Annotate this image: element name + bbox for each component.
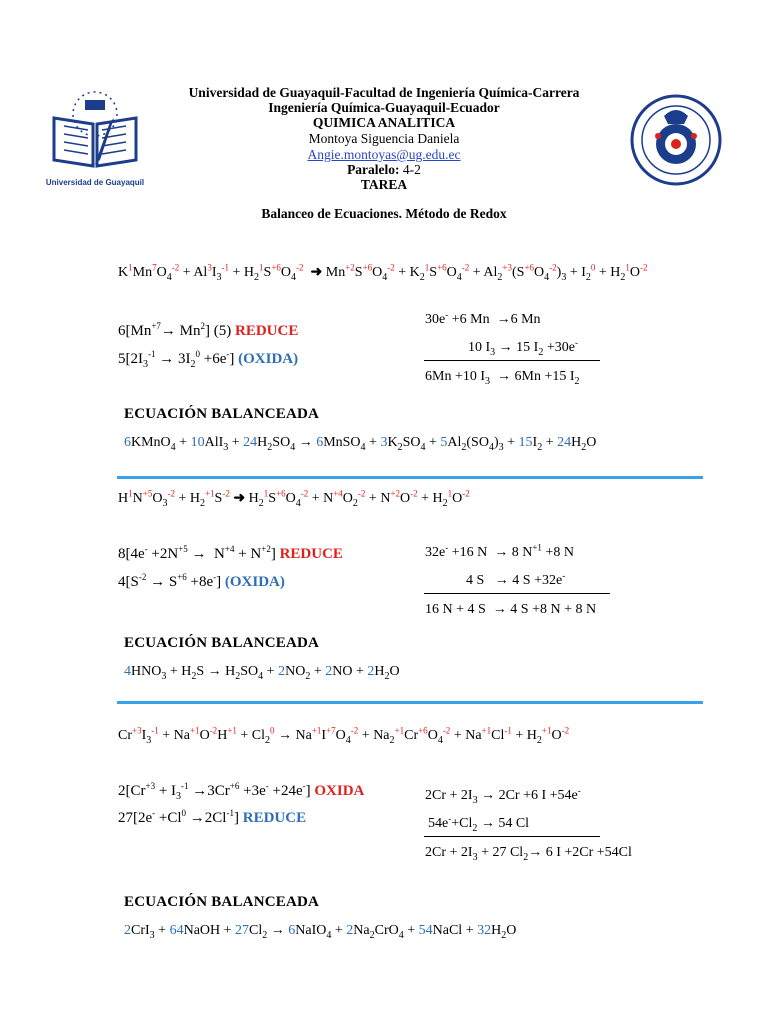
oxida-label: (OXIDA) xyxy=(224,574,285,590)
eq3-sum-line-2: $54e^-+Cl_2 \to 54$ Cl xyxy=(428,813,530,834)
equation-2-reduction: $8[4e^- +2N^{+5} \to N^{+4} + N^{+2}]$ REDUCE xyxy=(118,544,343,562)
equation-2-oxidation: $4[S^{-2} \to S^{+6} +8e^-]$ (OXIDA) xyxy=(118,572,285,590)
book-quill-icon xyxy=(40,88,150,188)
header-line-2: Ingeniería Química-Guayaquil-Ecuador xyxy=(268,100,500,115)
equation-3-reduction: $27[2e^- +Cl^0 \to 2Cl^{-1}]$ REDUCE xyxy=(118,808,307,826)
university-logo xyxy=(40,88,150,188)
header-course: QUIMICA ANALITICA xyxy=(312,115,456,130)
eq3-sum-rule xyxy=(424,836,600,837)
reduce-label: REDUCE xyxy=(235,323,299,339)
header-author: Montoya Siguencia Daniela xyxy=(308,131,460,146)
eq1-sum-rule xyxy=(424,360,600,361)
eq2-sum-line-2: 4 S → 4 S +32e- xyxy=(466,570,566,588)
header-line-1: Universidad de Guayaquil-Facultad de Ingeniería Química-Carrera xyxy=(188,85,580,100)
equation-1-oxidation: $5[2I_3^{-1} \to 3I_2^0 +6e^-]$ (OXIDA) xyxy=(118,349,299,370)
paralelo-label: Paralelo: xyxy=(347,162,400,177)
eq1-sum-line-2: 10 $I_3 \to 15$ $I_2 +30e^-$ xyxy=(468,337,578,358)
balanced-heading-3: ECUACIÓN BALANCEADA xyxy=(124,894,320,910)
paralelo-value: 4-2 xyxy=(399,162,421,177)
section-separator-2 xyxy=(117,701,703,704)
balanced-heading-2: ECUACIÓN BALANCEADA xyxy=(124,635,320,651)
balanced-equation-2: $4HNO_3 + H_2S \to H_2SO_4 + 2NO_2 + 2NO + 2H_2O$ xyxy=(124,664,400,682)
reduce-label: REDUCE xyxy=(242,810,307,826)
eq1-sum-result: 6Mn +10 $I_3 \to 6Mn +15$ $I_2$ xyxy=(425,369,580,387)
header-subtitle: Balanceo de Ecuaciones. Método de Redox xyxy=(261,206,507,221)
eq2-sum-line-1: 32e- +16 N → 8 $N^{+1} +8$ N xyxy=(425,542,574,560)
equation-3-oxidation: $2[Cr^{+3} + I_3^{-1} \to 3Cr^{+6} +3e^- +24e^-]$ OXIDA xyxy=(118,781,365,802)
eq2-sum-rule xyxy=(424,593,610,594)
section-separator-1 xyxy=(117,476,703,479)
faculty-seal-logo xyxy=(630,94,722,186)
balanced-heading-1: ECUACIÓN BALANCEADA xyxy=(124,406,320,422)
eq3-sum-result: $2Cr + 2I_3 + 27$ $Cl_2\to 6$ I +2Cr +54Cl xyxy=(425,845,632,863)
email-link[interactable]: Angie.montoyas@ug.edu.ec xyxy=(307,147,461,162)
eq3-sum-line-1: $2Cr + 2I_3 \to 2Cr +6$ I +54e- xyxy=(425,785,581,806)
eq2-sum-result: 16 N + 4 S → 4 S +8 N + 8 N xyxy=(425,602,597,617)
header-task: TAREA xyxy=(360,177,408,192)
balanced-equation-3: 2CrI$_3$ + 64NaOH + $27Cl_2$ → 6NaIO$_4$ + $2Na_2CrO_4$ + 54NaCl + $32H_2O$ xyxy=(124,923,517,941)
oxida-label: OXIDA xyxy=(314,783,365,799)
oxida-label: (OXIDA) xyxy=(238,351,299,367)
reduce-label: REDUCE xyxy=(279,546,343,562)
equation-2-unbalanced: $H^1N^{+5}O_3^{-2} + H_2^{+1}S^{-2}$ ➜ $H_2^1S^{+6}O_4^{-2} + N^{+4}O_2^{-2} + N^{+2}O^{-2} + H_2^1O^{-2}$ xyxy=(118,488,470,509)
balanced-equation-1: 6KMnO$_4$ + $10AlI_3 + 24H_2SO_4$ → 6MnSO$_4$ + $3K_2SO_4 + 5Al_2(SO_4)_3 + 15I_2 + 24H_2O$ xyxy=(124,435,597,453)
equation-1-reduction: $6[Mn^{+7}\to Mn^2]$ (5) REDUCE xyxy=(118,321,299,339)
university-logo-caption: Universidad de Guayaquil xyxy=(45,178,145,187)
equation-3-unbalanced: $Cr^{+3}I_3^{-1} + Na^{+1}O^{-2}H^{+1} + Cl_2^0 \to Na^{+1}I^{+7}O_4^{-2} + Na_2^{+1}Cr^{+6}O_4^{-2} + Na^{+1}Cl^{-1} + H_2^{+1}O^{-2}$ xyxy=(118,725,570,746)
gear-seal-icon xyxy=(630,94,722,186)
eq1-sum-line-1: 30e- +6 Mn →6 Mn xyxy=(425,309,541,327)
equation-1-unbalanced: $K^1Mn^7O_4^{-2} + Al^3I_3^{-1} + H_2^1S^{+6}O_4^{-2}$ ➜ $Mn^{+2}S^{+6}O_4^{-2} + K_2^1S^{+6}O_4^{-2} + Al_2^{+3}(S^{+6}O_4^{-2})_3 + I_2^0 + H_2^1O^{-2}$ xyxy=(118,262,648,283)
